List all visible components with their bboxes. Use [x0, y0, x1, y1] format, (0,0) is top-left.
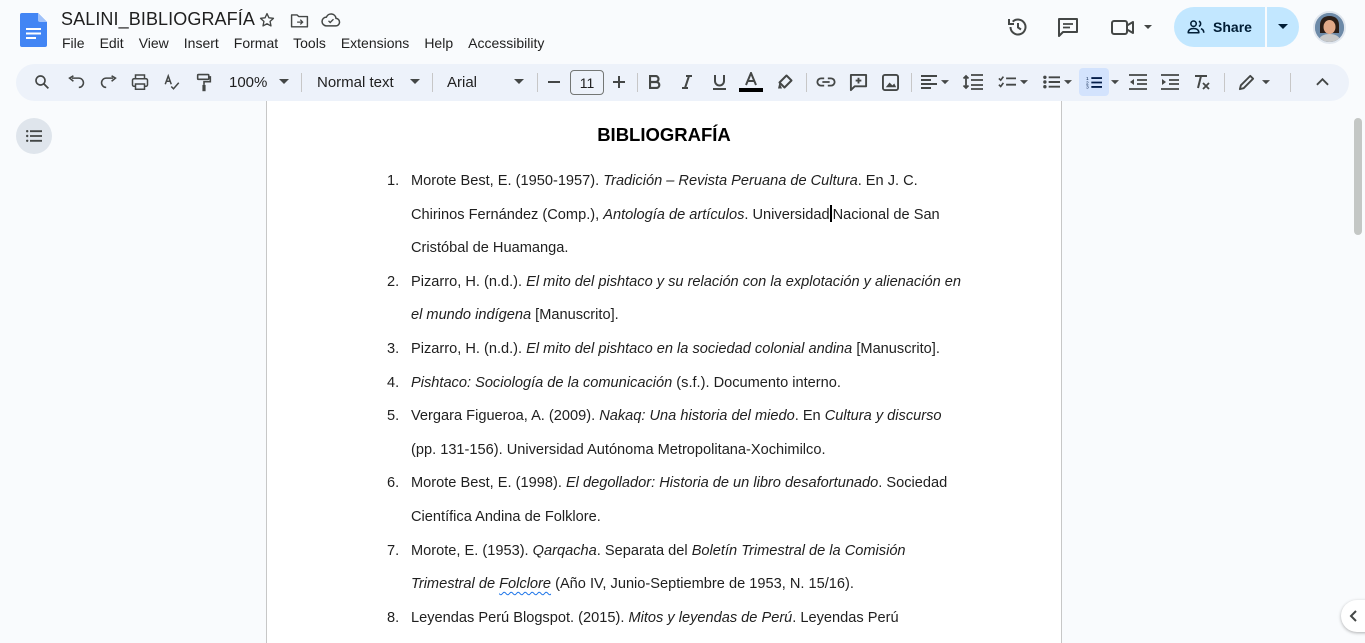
list-item — [387, 535, 967, 602]
caret-down-icon — [410, 79, 420, 85]
decrease-font-size-icon[interactable] — [542, 68, 566, 96]
share-dropdown-button[interactable] — [1267, 7, 1299, 47]
add-comment-icon[interactable] — [843, 68, 873, 96]
text-color-icon[interactable] — [736, 68, 766, 96]
highlight-color-icon[interactable] — [770, 68, 800, 96]
svg-text:1: 1 — [1086, 76, 1089, 82]
text-cursor — [830, 205, 832, 222]
citation-title: El mito del pishtaco y su relación con la explotación y alienación en el mundo indígena — [411, 273, 961, 324]
chevron-left-icon — [1349, 610, 1357, 622]
citation-title: El degollador: Historia de un libro desafortunado — [565, 475, 879, 492]
list-number: 1. — [387, 173, 400, 189]
list-number: 3. — [387, 340, 400, 357]
decrease-indent-icon[interactable] — [1123, 68, 1153, 96]
menu-tools[interactable]: Tools — [293, 35, 326, 51]
scrollbar-thumb[interactable] — [1354, 118, 1362, 235]
citation-title: Tradición – Revista Peruana de Cultura — [603, 173, 858, 189]
collapse-menus-icon[interactable] — [1307, 68, 1337, 96]
side-panel-toggle[interactable] — [1341, 600, 1365, 632]
star-icon[interactable] — [256, 9, 278, 31]
toolbar-divider — [806, 73, 807, 92]
citation-text: (s.f.). Documento interno. — [672, 374, 841, 391]
citation-text: . Sociedad Científica Andina de Folklore. — [411, 475, 948, 525]
italic-icon[interactable] — [672, 68, 702, 96]
pencil-icon — [1238, 74, 1255, 91]
zoom-select[interactable] — [224, 68, 294, 96]
citation-text: . En J. C. Chirinos Fernández (Comp.), — [411, 173, 918, 223]
bulleted-list-icon — [1043, 75, 1060, 89]
citation-text: [Manuscrito]. — [531, 307, 619, 324]
toolbar-divider — [301, 73, 302, 92]
citation-text: Nacional de San Cristóbal de Huamanga. — [411, 206, 940, 257]
editing-mode-select[interactable] — [1232, 68, 1276, 96]
share-group — [1174, 7, 1299, 47]
misspelled-word[interactable]: Folclore — [499, 576, 552, 593]
citation-title: Mitos y leyendas de Perú — [628, 609, 793, 626]
paragraph-style-select[interactable] — [310, 68, 422, 96]
citation-text: Morote Best, E. (1950-1957). — [411, 173, 604, 189]
list-number: 6. — [387, 475, 400, 492]
citation-text: Pizarro, H. (n.d.). — [411, 273, 527, 290]
share-label: Share — [1213, 19, 1252, 35]
meet-icon[interactable] — [1107, 12, 1155, 42]
citation-text: Vergara Figueroa, A. (2009). — [411, 408, 600, 425]
title-bar — [0, 0, 1365, 58]
spellcheck-icon[interactable] — [157, 68, 187, 96]
paint-format-icon[interactable] — [189, 68, 219, 96]
checklist-icon — [998, 75, 1016, 89]
share-button[interactable] — [1174, 7, 1265, 47]
citation-text: (Año IV, Junio-Septiembre de 1953, N. 15/16). — [551, 576, 854, 593]
version-history-icon[interactable] — [1003, 12, 1033, 42]
caret-down-icon — [941, 80, 949, 85]
toolbar-divider — [911, 73, 912, 92]
list-number: 8. — [387, 609, 400, 626]
underline-icon[interactable] — [704, 68, 734, 96]
toolbar-divider — [1290, 73, 1291, 92]
comments-icon[interactable] — [1053, 12, 1083, 42]
citation-title: El mito del pishtaco en la sociedad colonial andina — [526, 340, 853, 357]
menu-bar — [54, 33, 551, 54]
citation-text: . Universidad — [744, 206, 830, 223]
toolbar-divider — [537, 73, 538, 92]
list-number: 2. — [387, 273, 400, 290]
document-outline-button[interactable] — [16, 118, 52, 154]
caret-down-icon — [1111, 80, 1119, 85]
checklist-select[interactable] — [994, 68, 1032, 96]
numbered-list-icon[interactable] — [1079, 68, 1109, 96]
document-page[interactable] — [266, 101, 1062, 643]
citation-text: Leyendas Perú Blogspot. (2015). — [411, 609, 629, 626]
bulleted-list-select[interactable] — [1038, 68, 1076, 96]
clear-formatting-icon[interactable] — [1187, 68, 1217, 96]
citation-text: Pizarro, H. (n.d.). — [411, 340, 527, 357]
bibliography-list — [387, 165, 967, 635]
list-item — [387, 333, 967, 367]
align-select[interactable] — [916, 68, 954, 96]
formatting-toolbar — [16, 64, 1349, 101]
citation-title: Nakaq: Una historia del miedo — [599, 408, 795, 425]
list-number: 5. — [387, 408, 400, 425]
bold-icon[interactable] — [640, 68, 670, 96]
citation-text: . En — [794, 408, 825, 425]
insert-image-icon[interactable] — [875, 68, 905, 96]
caret-down-icon — [1064, 80, 1072, 85]
cloud-saved-icon[interactable] — [320, 9, 342, 31]
list-item — [387, 602, 967, 636]
svg-text:2: 2 — [1086, 80, 1089, 86]
caret-down-icon — [279, 79, 289, 85]
menu-file[interactable]: File — [62, 35, 85, 51]
citation-title: Boletín Trimestral de la Comisión Trimestral de — [411, 542, 906, 593]
increase-font-size-icon[interactable] — [607, 68, 631, 96]
menu-insert[interactable]: Insert — [183, 35, 219, 51]
increase-indent-icon[interactable] — [1155, 68, 1185, 96]
document-title[interactable]: SALINI_BIBLIOGRAFÍA — [61, 9, 255, 29]
font-size-input[interactable]: 11 — [570, 70, 604, 95]
svg-text:3: 3 — [1086, 85, 1089, 90]
toolbar-divider — [432, 73, 433, 92]
docs-logo-icon[interactable] — [20, 13, 47, 47]
citation-text: . Leyendas Perú — [792, 609, 899, 626]
caret-down-icon — [1278, 24, 1288, 30]
list-item — [387, 400, 967, 467]
toolbar-divider — [637, 73, 638, 92]
citation-title: Cultura y discurso — [824, 408, 942, 425]
line-spacing-icon[interactable] — [958, 68, 988, 96]
align-left-icon — [921, 75, 937, 89]
account-avatar[interactable] — [1313, 11, 1346, 44]
citation-text: . Separata del — [596, 542, 692, 559]
caret-down-icon — [514, 79, 524, 85]
list-number: 4. — [387, 374, 400, 391]
menu-accessibility[interactable]: Accessibility — [468, 35, 545, 51]
people-icon — [1187, 19, 1205, 35]
citation-title: Pishtaco: Sociología de la comunicación — [411, 374, 673, 391]
style-value: Normal text — [317, 73, 394, 91]
citation-title: Qarqacha — [532, 542, 597, 559]
menu-edit[interactable]: Edit — [99, 35, 124, 51]
menu-extensions[interactable]: Extensions — [340, 35, 410, 51]
menu-help[interactable]: Help — [424, 35, 454, 51]
zoom-value: 100% — [229, 73, 268, 91]
undo-icon[interactable] — [61, 68, 91, 96]
print-icon[interactable] — [125, 68, 155, 96]
citation-title: Antología de artículos — [603, 206, 745, 223]
list-number: 7. — [387, 542, 400, 559]
insert-link-icon[interactable] — [811, 68, 841, 96]
move-folder-icon[interactable] — [288, 9, 310, 31]
menu-view[interactable]: View — [138, 35, 169, 51]
caret-down-icon — [1020, 80, 1028, 85]
list-item — [387, 367, 967, 401]
document-heading: BIBLIOGRAFÍA — [597, 124, 731, 145]
font-value: Arial — [447, 73, 478, 91]
toolbar-divider — [1224, 73, 1225, 92]
list-item — [387, 165, 967, 266]
search-menus-icon[interactable] — [26, 68, 58, 96]
numbered-list-dropdown[interactable] — [1109, 68, 1121, 96]
citation-text: Morote, E. (1953). — [411, 542, 533, 559]
caret-down-icon — [1262, 80, 1270, 85]
citation-text: [Manuscrito]. — [852, 340, 940, 357]
outline-icon — [26, 130, 42, 142]
citation-text: Morote Best, E. (1998). — [411, 475, 566, 492]
list-item — [387, 266, 967, 333]
redo-icon[interactable] — [93, 68, 123, 96]
list-item — [387, 467, 967, 534]
menu-format[interactable]: Format — [233, 35, 279, 51]
citation-text: (pp. 131-156). Universidad Autónoma Metropolitana-Xochimilco. — [411, 441, 826, 458]
font-select[interactable] — [441, 68, 533, 96]
